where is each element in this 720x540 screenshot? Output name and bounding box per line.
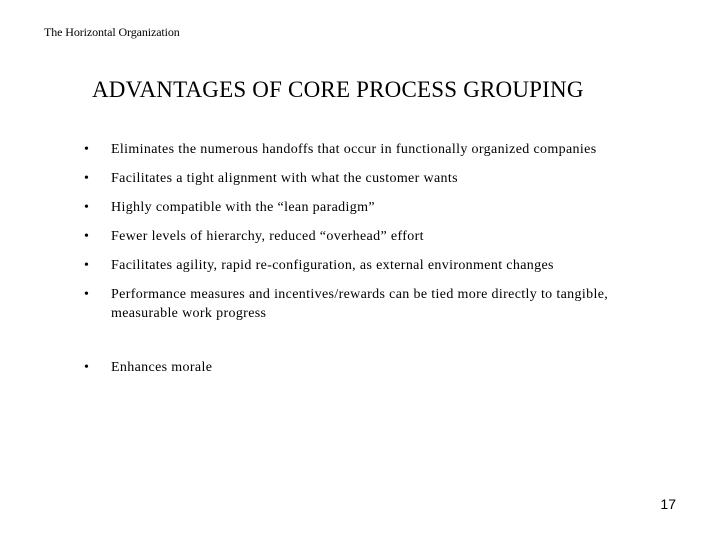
list-item	[84, 140, 644, 159]
bullet-icon: •	[84, 360, 90, 375]
list-item	[84, 358, 644, 377]
slide-header: The Horizontal Organization	[44, 25, 180, 39]
list-item-text: Highly compatible with the “lean paradigm”	[111, 200, 375, 215]
list-item	[84, 285, 644, 323]
bullet-icon: •	[84, 258, 90, 273]
bullet-icon: •	[84, 287, 90, 302]
bullet-icon: •	[84, 200, 90, 215]
slide-number: 17	[660, 496, 676, 512]
list-item-text: Facilitates agility, rapid re-configuration, as external environment changes	[111, 258, 554, 273]
bullet-icon: •	[84, 229, 90, 244]
list-item-text: Facilitates a tight alignment with what the customer wants	[111, 171, 458, 186]
list-item	[84, 169, 644, 188]
list-item-text: Enhances morale	[111, 360, 213, 375]
list-item	[84, 227, 644, 246]
advantages-list	[84, 140, 644, 377]
slide-title: ADVANTAGES OF CORE PROCESS GROUPING	[92, 77, 584, 102]
bullet-icon: •	[84, 171, 90, 186]
list-item	[84, 198, 644, 217]
bullet-icon: •	[84, 142, 90, 157]
list-item	[84, 256, 644, 275]
list-item-text: Performance measures and incentives/rewards can be tied more directly to tangible, measurable work progress	[111, 287, 609, 321]
list-item-text: Eliminates the numerous handoffs that occur in functionally organized companies	[111, 142, 597, 157]
list-item-text: Fewer levels of hierarchy, reduced “overhead” effort	[111, 229, 424, 244]
